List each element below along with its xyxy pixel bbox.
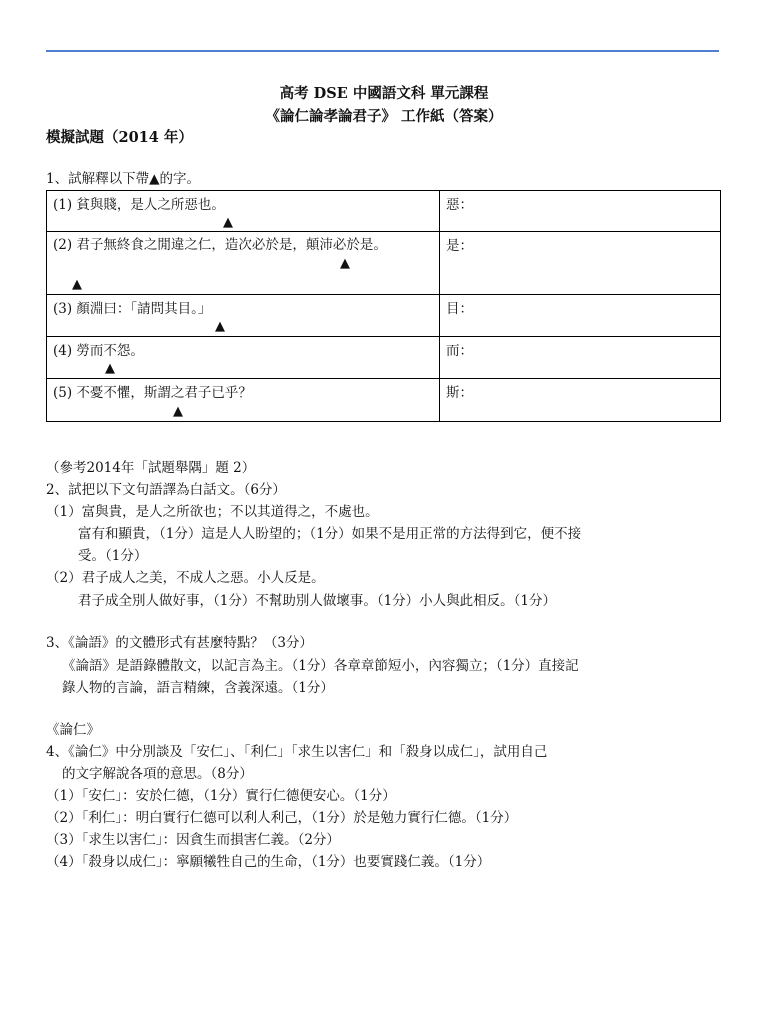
q2-answer-1: 富有和顯貴，（1分）這是人人盼望的；（1分）如果不是用正常的方法得到它，便不接: [78, 526, 582, 542]
question-text: (2) 君子無終食之閒違之仁，造次必於是，顛沛必於是。: [53, 237, 387, 253]
table-row: [47, 379, 721, 422]
question-text: (5) 不憂不懼，斯謂之君子已乎？: [53, 385, 252, 401]
q2-answer-2: 君子成全別人做好事，（1分）不幫助別人做壞事。（1分）小人與此相反。（1分）: [78, 593, 557, 609]
q4-answer-1: （1）「安仁」：安於仁德，（1分）實行仁德便安心。（1分）: [46, 788, 396, 804]
q2-prompt: 2、試把以下文句語譯為白話文。（6分）: [46, 482, 286, 498]
q4-heading: 《論仁》: [46, 722, 100, 738]
question-cell: [47, 337, 440, 379]
triangle-marker-icon: ▲: [105, 361, 115, 376]
triangle-marker-icon: ▲: [215, 319, 225, 334]
table-row: [47, 232, 721, 295]
table-row: [47, 295, 721, 337]
q4-prompt-cont: 的文字解說各項的意思。（8分）: [62, 766, 253, 782]
vocab-table: [46, 190, 721, 422]
table-row: [47, 337, 721, 379]
q3-prompt: 3、《論語》的文體形式有甚麼特點？（3分）: [46, 635, 313, 651]
q2-item-2: （2）君子成人之美，不成人之惡。小人反是。: [46, 570, 325, 586]
question-cell: [47, 232, 440, 295]
question-cell: [47, 191, 440, 232]
triangle-marker-icon: ▲: [173, 404, 183, 419]
section-title: 模擬試題（2014 年）: [46, 129, 193, 146]
q3-answer: 《論語》是語錄體散文，以記言為主。（1分）各章章節短小，內容獨立；（1分）直接記: [62, 658, 579, 674]
table-row: [47, 191, 721, 232]
q4-prompt: 4、《論仁》中分別談及「安仁」、「利仁」「求生以害仁」和「殺身以成仁」，試用自己: [46, 744, 548, 760]
q1-prompt: 1、試解釋以下帶▲的字。: [46, 171, 200, 187]
q2-answer-1-cont: 受。（1分）: [78, 548, 148, 564]
answer-cell: 目：: [440, 295, 721, 337]
question-cell: [47, 379, 440, 422]
q2-reference: （參考2014年「試題舉隅」題 2）: [46, 460, 256, 476]
triangle-marker-icon: ▲: [72, 277, 82, 292]
q4-answer-4: （4）「殺身以成仁」：寧願犧牲自己的生命，（1分）也要實踐仁義。（1分）: [46, 854, 491, 870]
q3-answer-cont: 錄人物的言論，語言精練，含義深遠。（1分）: [62, 680, 334, 696]
question-cell: [47, 295, 440, 337]
answer-cell: 斯：: [440, 379, 721, 422]
answer-cell: 是：: [440, 232, 721, 295]
page-title: 高考 DSE 中國語文科 單元課程: [279, 85, 489, 102]
triangle-marker-icon: ▲: [223, 215, 233, 230]
question-text: (1) 貧與賤，是人之所惡也。: [53, 197, 225, 213]
question-text: (4) 勞而不怨。: [53, 343, 144, 359]
page-subtitle: 《論仁論孝論君子》 工作紙（答案）: [265, 108, 503, 125]
header-rule: [46, 50, 719, 52]
q2-item-1: （1）富與貴，是人之所欲也；不以其道得之，不處也。: [46, 504, 379, 520]
answer-cell: 惡：: [440, 191, 721, 232]
triangle-marker-icon: ▲: [340, 256, 350, 271]
q4-answer-3: （3）「求生以害仁」：因貪生而損害仁義。（2分）: [46, 832, 340, 848]
question-text: (3) 顏淵曰：「請問其目。」: [53, 301, 212, 317]
answer-cell: 而：: [440, 337, 721, 379]
q4-answer-2: （2）「利仁」：明白實行仁德可以利人利己，（1分）於是勉力實行仁德。（1分）: [46, 810, 518, 826]
